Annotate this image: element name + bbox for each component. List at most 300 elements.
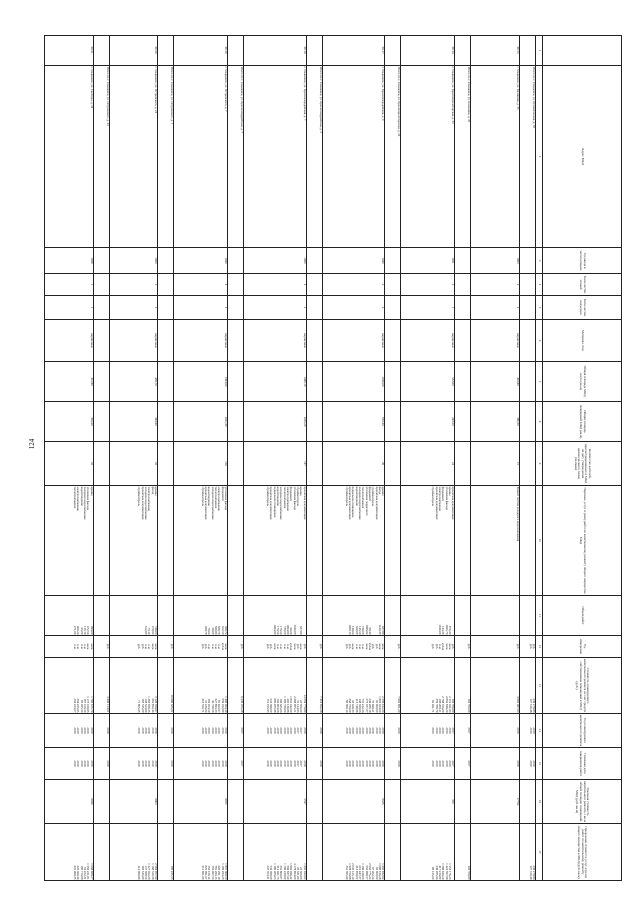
cell-line: 2018 [364, 727, 369, 734]
cell-line: 2018 [374, 760, 379, 767]
dates-cell [228, 748, 244, 780]
cell-line: п.м [79, 644, 84, 649]
cell-line: теплоснабжение [214, 486, 219, 509]
cell-line: 310 550,71 [200, 698, 205, 713]
limits-cell [471, 824, 519, 881]
column-header: Год планируемого капитального ремонта [543, 714, 622, 748]
cell-line: куб.м [441, 642, 446, 651]
cell-line: руб. [528, 643, 533, 650]
cell-line: 2018 [354, 760, 359, 767]
empty-cell [228, 320, 244, 362]
cell-line: 2017 [296, 760, 301, 767]
column-number: 15 [536, 748, 543, 780]
cell-line: 2 862 849,24 [444, 696, 449, 713]
area2-cell: 380,30 [471, 402, 519, 442]
cell-line: 2019 [381, 727, 386, 734]
empty-cell [228, 248, 244, 274]
cell-line: 148,00 [351, 625, 356, 635]
wall-cell: кирпичные [109, 320, 157, 362]
cell-line: 23 500,00 [299, 700, 304, 713]
cell-line: 2 584 957,64 [154, 863, 159, 880]
cell-line: руб. [467, 643, 472, 650]
entr-cell: 1 [401, 296, 455, 320]
floors-cell: 2 [322, 274, 384, 296]
cell-line: 2019 [220, 727, 225, 734]
cell-line: 2019 [381, 760, 386, 767]
cell-line: стройконтроль [265, 486, 270, 507]
empty-cell [158, 248, 174, 274]
cell-line: подвальное помещение [272, 486, 277, 518]
cell-line: 2019 [82, 760, 87, 767]
cell-line: 113 748,98 [354, 698, 359, 713]
cell-line: 2018 [279, 760, 284, 767]
column-number: 2 [536, 66, 543, 248]
limits-cell [385, 824, 401, 881]
cell-line: 2018 [140, 760, 145, 767]
empty-cell [519, 274, 535, 296]
cell-line: 2018 [364, 760, 369, 767]
cell-line: 620,00 [354, 625, 359, 635]
cell-line: 2018 [282, 727, 287, 734]
cell-line: 359 788,79 [434, 698, 439, 713]
empty-cell [385, 274, 401, 296]
cell-line [266, 597, 269, 635]
empty-cell [158, 402, 174, 442]
floors-cell: 2 [109, 274, 157, 296]
column-number: 16 [536, 780, 543, 824]
cell-line: 2019 [441, 727, 446, 734]
cell-line: 2 798 356,00 [441, 696, 446, 713]
cell-line: кв.м [150, 643, 155, 650]
cell-line: 320 291,18 [217, 865, 222, 880]
cell-line: 2017 [299, 727, 304, 734]
years-cell [93, 714, 109, 748]
column-header: Предельная стоимость услуг и (или) работ по капитальному ремонту общего имущества в МКД (руб./кв.м) [543, 824, 622, 881]
addr-cell: г. Ульяновск, ул. Островского, д. 7 [174, 66, 228, 248]
cell-line: 1 186 739,00 [282, 696, 287, 713]
years-cell [109, 714, 157, 748]
column-header: Ед. измерения [543, 636, 622, 658]
column-header: Удельная стоимость капитального ремонта 1 кв.м общей площади помещений МКД (руб./кв.м) [543, 780, 622, 824]
cell-line: п.м [357, 644, 362, 649]
cell-line: 2019 [447, 760, 452, 767]
cell-line: руб. [140, 643, 145, 650]
unit-cell: 9940 [45, 780, 94, 824]
cell-line: 2019 [220, 760, 225, 767]
floors-cell: 2 [471, 274, 519, 296]
cell-line: 2017 [296, 727, 301, 734]
num-cell: 68.20. [109, 36, 157, 66]
cell-line [105, 825, 108, 880]
cell-line: 2018 [140, 727, 145, 734]
costs-cell [93, 658, 109, 714]
dates-cell [322, 748, 384, 780]
cell-line [397, 825, 400, 880]
cell-line: 2019 [204, 760, 209, 767]
cell-line: 151 195,95 [265, 698, 270, 713]
limits-cell [109, 824, 157, 881]
cell-line: кв.м [447, 643, 452, 650]
addr-cell: Итого по г. Ульяновск, ул. Красногвардейская, д. 7 [228, 66, 244, 248]
empty-cell [519, 486, 535, 596]
cell-line: крыша [381, 486, 386, 496]
empty-cell [158, 442, 174, 486]
cell-line: проектная документация [140, 486, 145, 520]
empty-cell [93, 402, 109, 442]
empty-cell [228, 486, 244, 596]
cell-line: 1 383 658,35 [147, 696, 152, 713]
limits-cell [228, 824, 244, 881]
cell-line: 1486,92 [364, 624, 369, 635]
cell-line: руб. [371, 643, 376, 650]
cell-line: 1 199 263,20 [220, 863, 225, 880]
area2-cell: 393,90 [109, 402, 157, 442]
cell-line: руб. [204, 643, 209, 650]
cell-line: 1040,00 [437, 624, 442, 635]
limits-cell [244, 824, 306, 881]
limits-cell [174, 824, 228, 881]
vols-cell [109, 596, 157, 636]
table-row [45, 36, 94, 881]
cell-line: 638,79 [217, 625, 222, 635]
cell-line: 327 863,33 [214, 698, 219, 713]
cell-line: 9 246 455,28 [240, 696, 245, 713]
addr-cell: Итого по г. Ульяновск, ул. Кузоватовская, д. 33 [519, 66, 535, 248]
cell-line: 183 545,00 [140, 865, 145, 880]
vols-cell [45, 596, 94, 636]
empty-cell [519, 320, 535, 362]
cell-line: водоотведение [275, 486, 280, 506]
cell-line: электроснабжение [76, 486, 81, 511]
cell-line: 2019 [214, 760, 219, 767]
cell-line: 156 497,53 [210, 865, 215, 880]
cell-line: 2018 [269, 727, 274, 734]
cell-line: 2019 [397, 727, 402, 734]
cell-line: 1 665 932,02 [381, 863, 386, 880]
cell-line: 180 713,08 [79, 865, 84, 880]
table-row [471, 36, 519, 881]
cell-line: 2019 [200, 727, 205, 734]
cell-line: 58,00 [210, 627, 215, 635]
table-row [322, 36, 384, 881]
cell-line: холодное водоснабжение [279, 486, 284, 520]
cell-line: 2018 [357, 760, 362, 767]
costs-cell [45, 658, 94, 714]
cell-line: 273 187,67 [364, 698, 369, 713]
costs-cell [471, 658, 519, 714]
empty-cell [306, 486, 322, 596]
cell-line: руб. [170, 643, 175, 650]
cell-line: 2018 [275, 727, 280, 734]
unit-cell: 9055 [174, 780, 228, 824]
cell-line: 2018 [289, 727, 294, 734]
entr-cell: 2 [322, 296, 384, 320]
years-cell [471, 714, 519, 748]
empty-cell [385, 320, 401, 362]
cell-line: п.м [72, 644, 77, 649]
cell-line: холодное водоснабжение [82, 486, 87, 520]
cell-line: 81 923,97 [217, 700, 222, 713]
cell-line: 431 499,35 [72, 865, 77, 880]
year-cell: 1940 [322, 248, 384, 274]
years-cell [306, 714, 322, 748]
cell-line: 2019 [207, 727, 212, 734]
cell-line: 326 369,39 [76, 865, 81, 880]
cell-line: 637,80 [299, 625, 304, 635]
cell-line: проектная документация [302, 486, 307, 520]
cell-line: 2019 [89, 760, 94, 767]
costs-cell [109, 658, 157, 714]
empty-cell [93, 274, 109, 296]
area2-cell: 1021,40 [174, 402, 228, 442]
cell-line: 472,54 [86, 625, 91, 635]
cell-line: утепление чердачного [364, 486, 369, 516]
cell-line: 1480,10 [347, 624, 352, 635]
cell-line: утепление фасада [86, 486, 91, 511]
empty-cell [519, 362, 535, 402]
cell-line: руб. [431, 643, 436, 650]
dates-cell [306, 748, 322, 780]
cell-line: 2019 [515, 760, 520, 767]
cell-line [240, 825, 243, 880]
cell-line: 1 169 228,00 [282, 863, 287, 880]
empty-cell [519, 780, 535, 824]
dates-cell [519, 748, 535, 780]
units-cell [401, 636, 455, 658]
cell-line: проектная документация [347, 486, 352, 520]
cell-line: 400,20 [76, 625, 81, 635]
cell-line: руб. [302, 643, 307, 650]
cell-line: 2018 [154, 760, 159, 767]
cell-line: 176,50 [279, 625, 284, 635]
cell-line: 92 461,71 [431, 700, 436, 713]
floors-cell: 4 [244, 274, 306, 296]
cell-line: 3 129 359,97 [154, 696, 159, 713]
cell-line: 33 428,33 [351, 700, 356, 713]
unit-cell: 9803 [109, 780, 157, 824]
cell-line: 2017 [467, 760, 472, 767]
itog-row [306, 36, 322, 881]
column-number: 13 [536, 658, 543, 714]
cell-line: 2019 [532, 727, 536, 734]
cell-line: 1 080 166,28 [377, 863, 382, 880]
addr-cell: Итого по г. Ульяновск, ул. Островского, д. 24 [93, 66, 109, 248]
wall-cell: кирпичные [322, 320, 384, 362]
cell-line: 417 216,80 [437, 865, 442, 880]
column-header: Коли-чество подъездов [543, 296, 622, 320]
cell-line: кв.м [351, 643, 356, 650]
cell-line: 637,80 [381, 625, 386, 635]
empty-cell [306, 248, 322, 274]
cell-line: Ремонт систем холодного водоснабжения [515, 486, 520, 542]
area-cell: 438,70 [109, 362, 157, 402]
cell-line: 2018 [367, 760, 372, 767]
cell-line: 352 395,60 [344, 865, 349, 880]
cell-line: 7 992 901,24 [397, 696, 402, 713]
cell-line: 2019 [170, 727, 175, 734]
cell-line: 563 088,57 [364, 865, 369, 880]
cell-line: 2018 [150, 727, 155, 734]
year-cell: 1966 [109, 248, 157, 274]
cell-line: кв.м [292, 643, 297, 650]
limits-cell [93, 824, 109, 881]
empty-cell [455, 362, 471, 402]
costs-cell [158, 658, 174, 714]
cell-line: электроснабжение [286, 486, 290, 511]
cell-line: куб.м [367, 642, 372, 651]
floors-cell: 2 [401, 274, 455, 296]
cell-line: 1 867 608,50 [224, 863, 229, 880]
column-number: 5 [536, 296, 543, 320]
floors-cell: 1 [45, 274, 94, 296]
cell-line: 2019 [532, 760, 536, 767]
empty-cell [455, 442, 471, 486]
empty-cell [385, 596, 401, 636]
empty-cell [93, 442, 109, 486]
dates-cell [471, 748, 519, 780]
empty-cell [519, 296, 535, 320]
column-number: 3 [536, 248, 543, 274]
cell-line: п.м [354, 644, 359, 649]
area2-cell: 362,20 [45, 402, 94, 442]
cell-line: руб. [265, 643, 270, 650]
cell-line: 2019 [434, 727, 439, 734]
itog-row [158, 36, 174, 881]
cell-line: руб. [318, 643, 323, 650]
header-row [543, 36, 622, 881]
cell-line: 731 222,26 [361, 698, 366, 713]
cell-line: водоотведение [79, 486, 84, 506]
limits-cell [322, 824, 384, 881]
cell-line: руб. [434, 643, 439, 650]
cell-line: 2 131 321,93 [447, 696, 452, 713]
unit-cell: 335 [401, 780, 455, 824]
works-cell [401, 486, 455, 596]
cell-line: 2018 [302, 760, 307, 767]
year-cell: 1963 [471, 248, 519, 274]
empty-cell [306, 362, 322, 402]
cell-line: 2018 [286, 760, 290, 767]
cell-line: 295 139,88 [286, 698, 290, 713]
area-cell: 403,80 [471, 362, 519, 402]
column-header: Материал стен [543, 320, 622, 362]
cell-line: 187 166,50 [82, 698, 87, 713]
cell-line: 2018 [105, 760, 110, 767]
addr-cell: г. Ульяновск, ул. Калинина, д. 35 [471, 66, 519, 248]
area-cell: 1040,00 [322, 362, 384, 402]
num-cell: 68.16. [401, 36, 455, 66]
cell-line: фасад [150, 486, 155, 495]
cell-line: 249 286,19 [367, 698, 372, 713]
cell-line: 2019 [72, 760, 77, 767]
units-cell [109, 636, 157, 658]
cell-line: 364 225,95 [76, 698, 81, 713]
cell-line: 4 993 487,63 [515, 696, 520, 713]
cell-line: утепление фасада [292, 486, 297, 511]
costs-cell [228, 658, 244, 714]
cell-line: п.м [361, 644, 366, 649]
cell-line: 2 698 005,21 [292, 696, 297, 713]
addr-cell: г. Ульяновск, ул. Краснопролетарская, д. 32 [401, 66, 455, 248]
unit-cell: 8536 [322, 780, 384, 824]
column-number: 9 [536, 442, 543, 486]
page-number: 124 [28, 438, 36, 450]
cell-line: п.м [217, 644, 222, 649]
empty-cell [228, 442, 244, 486]
units-cell [519, 636, 535, 658]
dates-cell [45, 748, 94, 780]
cell-line: 2018 [292, 760, 297, 767]
cell-line: руб. [105, 643, 110, 650]
cell-line: 2017 [451, 760, 456, 767]
cell-line: 2019 [207, 760, 212, 767]
empty-cell [158, 596, 174, 636]
cell-line: 65 000,00 [374, 867, 379, 880]
empty-cell [385, 248, 401, 274]
cell-line: стройконтроль [344, 486, 349, 507]
cell-line: 659 192,80 [220, 698, 225, 713]
year-cell: 1938 [45, 248, 94, 274]
cell-line: 185 235,53 [170, 865, 175, 880]
cell-line: 65 000,00 [374, 700, 379, 713]
limits-cell [158, 824, 174, 881]
cell-line: руб. [451, 643, 456, 650]
cell-line: кв.м [272, 643, 277, 650]
cell-line: 2019 [89, 727, 94, 734]
column-number: 8 [536, 402, 543, 442]
cell-line: 2019 [210, 760, 215, 767]
cell-line: 80 660,14 [344, 700, 349, 713]
costs-cell [455, 658, 471, 714]
cell-line [137, 597, 140, 635]
cell-line: 1140,30 [377, 624, 382, 635]
cell-line: 2019 [431, 760, 436, 767]
rotated-register-sheet [44, 35, 622, 880]
num-cell [306, 36, 322, 66]
cell-line: 730,00 [361, 625, 366, 635]
cell-line: 137 368,54 [144, 865, 149, 880]
cell-line [516, 597, 519, 635]
entr-cell: 2 [174, 296, 228, 320]
cell-line: проектная документация [434, 486, 439, 520]
cell-line: 1 198 520,38 [150, 863, 155, 880]
dates-cell [455, 748, 471, 780]
table-header [536, 36, 622, 881]
cell-line: 7 419 952,28 [318, 696, 323, 713]
num-cell: 68.17. [322, 36, 384, 66]
cell-line: 2019 [200, 760, 205, 767]
empty-cell [455, 274, 471, 296]
cell-line: 1 665 932,02 [302, 863, 307, 880]
itog-row [385, 36, 401, 881]
cell-line: руб. [532, 643, 536, 650]
cell-line: 1065,74 [444, 624, 449, 635]
entr-cell: 2 [471, 296, 519, 320]
units-cell [322, 636, 384, 658]
capital-repair-register-table [44, 35, 622, 881]
cell-line: 2019 [377, 727, 382, 734]
cell-line: п.м [286, 644, 290, 649]
column-header: Год ввода в эксплуатацию [543, 248, 622, 274]
cell-line: кв.м [444, 643, 449, 650]
cell-line: 201 447,37 [357, 865, 362, 880]
people-cell: 147 [244, 442, 306, 486]
cell-line: 2017 [467, 727, 472, 734]
cell-line: кв.м [154, 643, 159, 650]
cell-line: 748,00 [154, 625, 159, 635]
addr-cell: г. Ульяновск, ул. Красногвардейская, д. 3 [322, 66, 384, 248]
people-cell: 22 [109, 442, 157, 486]
